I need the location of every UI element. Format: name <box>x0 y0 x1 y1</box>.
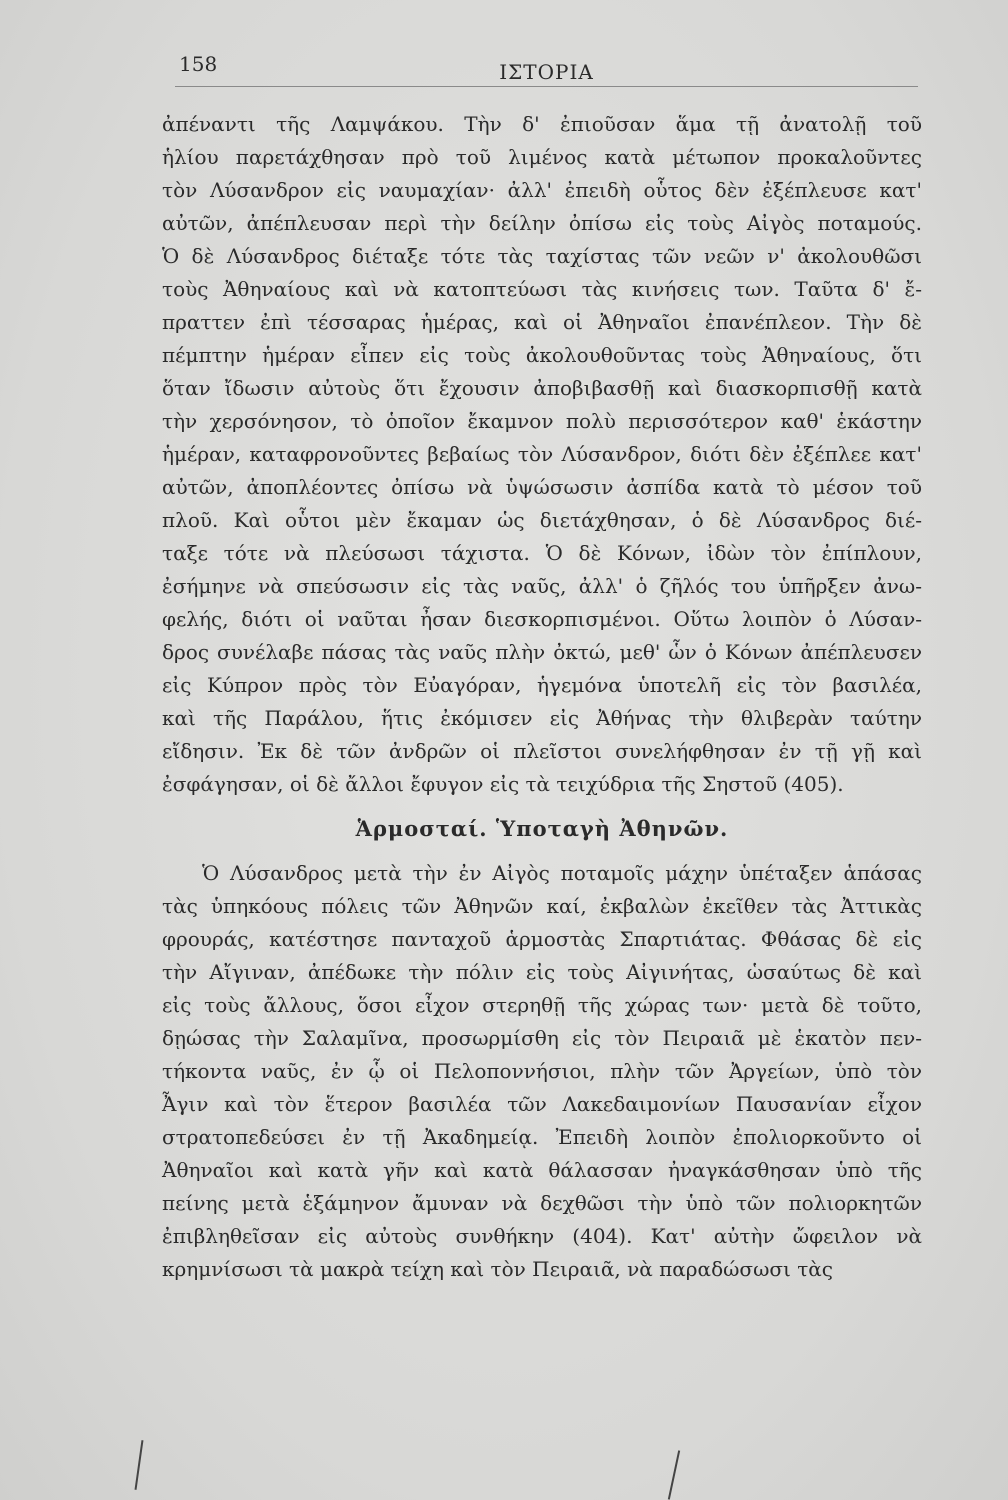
text-line: ἐπιβληθεῖσαν εἰς αὐτοὺς συνθήκην (404). Κατ' αὐτὴν ὤφειλον νὰ <box>162 1224 922 1248</box>
text-line: αὐτῶν, ἀπέπλευσαν περὶ τὴν δείλην ὀπίσω εἰς τοὺς Αἰγὸς ποταμούς. <box>162 211 922 235</box>
text-line: τὴν Αἴγιναν, ἀπέδωκε τὴν πόλιν εἰς τοὺς Αἰγινήτας, ὡσαύτως δὲ καὶ <box>162 960 922 984</box>
text-line: Ὁ Λύσανδρος μετὰ τὴν ἐν Αἰγὸς ποταμοῖς μάχην ὑπέταξεν ἁπάσας <box>202 861 922 885</box>
pencil-mark <box>135 1440 144 1490</box>
text-line: ταξε τότε νὰ πλεύσωσι τάχιστα. Ὁ δὲ Κόνων, ἰδὼν τὸν ἐπίπλουν, <box>162 541 922 565</box>
text-line: εἴδησιν. Ἐκ δὲ τῶν ἀνδρῶν οἱ πλεῖστοι συνελήφθησαν ἐν τῇ γῇ καὶ <box>162 739 922 763</box>
text-line: πλοῦ. Καὶ οὗτοι μὲν ἔκαμαν ὡς διετάχθησαν, ὁ δὲ Λύσανδρος διέ- <box>162 508 922 532</box>
text-line: Ὁ δὲ Λύσανδρος διέταξε τότε τὰς ταχίστας τῶν νεῶν ν' ἀκολουθῶσι <box>162 244 922 268</box>
text-line: τοὺς Ἀθηναίους καὶ νὰ κατοπτεύωσι τὰς κινήσεις των. Ταῦτα δ' ἔ- <box>162 277 922 301</box>
body-text <box>162 108 922 1286</box>
section-heading: Ἁρμοσταί. Ὑποταγὴ Ἀθηνῶν. <box>355 816 729 841</box>
page-number: 158 <box>179 52 218 76</box>
paragraph <box>162 108 922 801</box>
page-header <box>175 46 918 87</box>
text-line: Ἆγιν καὶ τὸν ἕτερον βασιλέα τῶν Λακεδαιμονίων Παυσανίαν εἶχον <box>162 1092 922 1116</box>
text-line: πέμπτην ἡμέραν εἶπεν εἰς τοὺς ἀκολουθοῦντας τοὺς Ἀθηναίους, ὅτι <box>162 343 922 367</box>
text-line: δρος συνέλαβε πάσας τὰς ναῦς πλὴν ὀκτώ, μεθ' ὧν ὁ Κόνων ἀπέπλευσεν <box>162 640 922 664</box>
text-line: τὴν χερσόνησον, τὸ ὁποῖον ἔκαμνον πολὺ περισσότερον καθ' ἑκάστην <box>162 409 922 433</box>
text-line: εἰς Κύπρον πρὸς τὸν Εὐαγόραν, ἡγεμόνα ὑποτελῆ εἰς τὸν βασιλέα, <box>162 673 922 697</box>
text-line: Ἀθηναῖοι καὶ κατὰ γῆν καὶ κατὰ θάλασσαν ἠναγκάσθησαν ὑπὸ τῆς <box>162 1158 922 1182</box>
text-line: φελής, διότι οἱ ναῦται ἦσαν διεσκορπισμένοι. Οὕτω λοιπὸν ὁ Λύσαν- <box>162 607 922 631</box>
text-line: τὰς ὑπηκόους πόλεις τῶν Ἀθηνῶν καί, ἐκβαλὼν ἐκεῖθεν τὰς Ἀττικὰς <box>162 894 922 918</box>
text-line: εἰς τοὺς ἄλλους, ὅσοι εἶχον στερηθῇ τῆς χώρας των· μετὰ δὲ τοῦτο, <box>162 993 922 1017</box>
text-line: καὶ τῆς Παράλου, ἥτις ἐκόμισεν εἰς Ἀθήνας τὴν θλιβερὰν ταύτην <box>162 706 922 730</box>
text-line: στρατοπεδεύσει ἐν τῇ Ἀκαδημείᾳ. Ἐπειδὴ λοιπὸν ἐπολιορκοῦντο οἱ <box>162 1125 922 1149</box>
text-line: ἐσήμηνε νὰ σπεύσωσιν εἰς τὰς ναῦς, ἀλλ' ὁ ζῆλός του ὑπῆρξεν ἀνω- <box>162 574 922 598</box>
text-line: τὸν Λύσανδρον εἰς ναυμαχίαν· ἀλλ' ἐπειδὴ οὗτος δὲν ἐξέπλευσε κατ' <box>162 178 922 202</box>
text-line: ἡλίου παρετάχθησαν πρὸ τοῦ λιμένος κατὰ μέτωπον προκαλοῦντες <box>162 145 922 169</box>
text-line: πείνης μετὰ ἑξάμηνον ἄμυναν νὰ δεχθῶσι τὴν ὑπὸ τῶν πολιορκητῶν <box>162 1191 922 1215</box>
paragraph <box>162 857 922 1286</box>
text-line: ὅταν ἴδωσιν αὐτοὺς ὅτι ἔχουσιν ἀποβιβασθῇ καὶ διασκορπισθῇ κατὰ <box>162 376 922 400</box>
text-line: ἐσφάγησαν, οἱ δὲ ἄλλοι ἔφυγον εἰς τὰ τειχύδρια τῆς Σηστοῦ (405). <box>162 772 844 796</box>
text-line: πραττεν ἐπὶ τέσσαρας ἡμέρας, καὶ οἱ Ἀθηναῖοι ἐπανέπλεον. Τὴν δὲ <box>162 310 922 334</box>
pencil-mark <box>668 1450 680 1499</box>
text-line: αὐτῶν, ἀποπλέοντες ὀπίσω νὰ ὑψώσωσιν ἀσπίδα κατὰ τὸ μέσον τοῦ <box>162 475 922 499</box>
text-line: τήκοντα ναῦς, ἐν ᾧ οἱ Πελοποννήσιοι, πλὴν τῶν Ἀργείων, ὑπὸ τὸν <box>162 1059 922 1083</box>
running-title: ΙΣΤΟΡΙΑ <box>499 60 594 84</box>
text-line: κρημνίσωσι τὰ μακρὰ τείχη καὶ τὸν Πειραιᾶ, νὰ παραδώσωσι τὰς <box>162 1257 833 1281</box>
text-line: ἡμέραν, καταφρονοῦντες βεβαίως τὸν Λύσανδρον, διότι δὲν ἐξέπλεε κατ' <box>162 442 922 466</box>
text-line: ἀπέναντι τῆς Λαμψάκου. Τὴν δ' ἐπιοῦσαν ἅμα τῇ ἀνατολῇ τοῦ <box>162 112 922 136</box>
text-line: φρουράς, κατέστησε πανταχοῦ ἁρμοστὰς Σπαρτιάτας. Φθάσας δὲ εἰς <box>162 927 922 951</box>
text-line: δῃώσας τὴν Σαλαμῖνα, προσωρμίσθη εἰς τὸν Πειραιᾶ μὲ ἑκατὸν πεν- <box>162 1026 922 1050</box>
